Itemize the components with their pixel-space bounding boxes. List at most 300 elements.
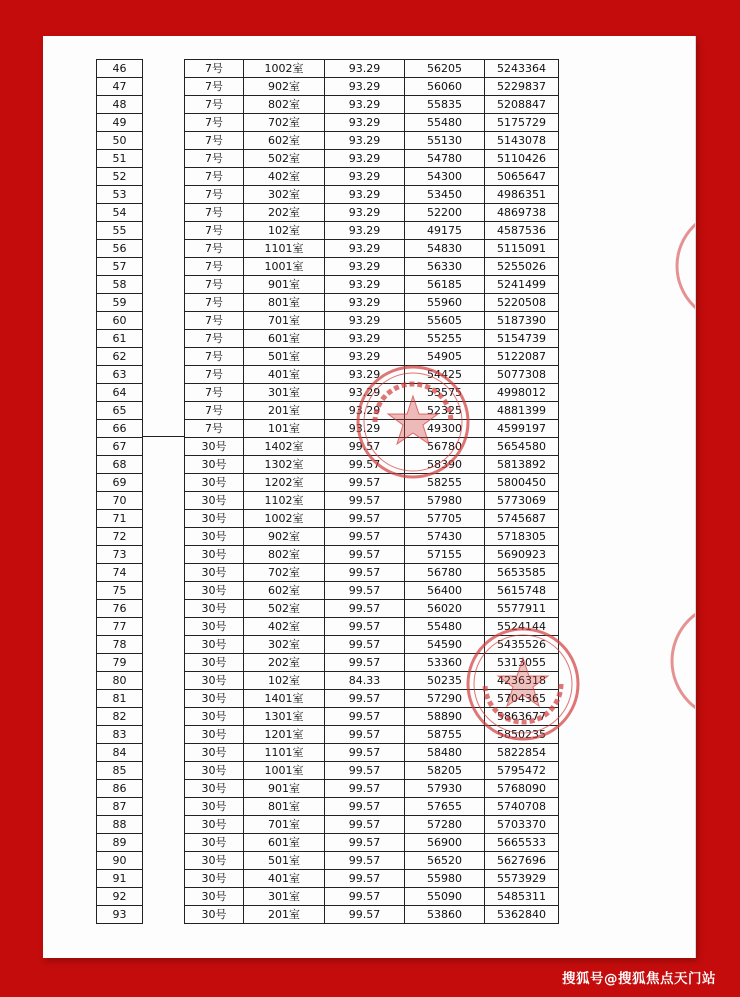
- building-cell: 7号: [185, 168, 244, 186]
- row-number-cell: 53: [97, 186, 143, 204]
- table-row: [185, 420, 559, 438]
- row-number-cell: 87: [97, 798, 143, 816]
- unit-price-cell: 54780: [405, 150, 485, 168]
- row-number-cell: 83: [97, 726, 143, 744]
- building-cell: 7号: [185, 348, 244, 366]
- row-number-cell: 86: [97, 780, 143, 798]
- building-cell: 30号: [185, 510, 244, 528]
- index-row: [97, 834, 143, 852]
- building-cell: 7号: [185, 366, 244, 384]
- area-cell: 93.29: [325, 330, 405, 348]
- page-edge: [695, 36, 696, 958]
- index-row: [97, 240, 143, 258]
- area-cell: 99.57: [325, 744, 405, 762]
- total-price-cell: 5143078: [485, 132, 559, 150]
- area-cell: 93.29: [325, 402, 405, 420]
- area-cell: 93.29: [325, 204, 405, 222]
- row-number-cell: 61: [97, 330, 143, 348]
- area-cell: 99.57: [325, 582, 405, 600]
- unit-cell: 702室: [244, 564, 325, 582]
- total-price-cell: 5768090: [485, 780, 559, 798]
- row-number-table: [96, 59, 143, 924]
- unit-cell: 602室: [244, 132, 325, 150]
- unit-price-cell: 58755: [405, 726, 485, 744]
- unit-cell: 601室: [244, 330, 325, 348]
- index-row: [97, 564, 143, 582]
- area-cell: 99.57: [325, 798, 405, 816]
- index-row: [97, 762, 143, 780]
- building-cell: 30号: [185, 852, 244, 870]
- unit-price-cell: 54830: [405, 240, 485, 258]
- building-cell: 30号: [185, 528, 244, 546]
- unit-cell: 202室: [244, 654, 325, 672]
- row-number-cell: 77: [97, 618, 143, 636]
- total-price-cell: 5615748: [485, 582, 559, 600]
- table-row: [185, 114, 559, 132]
- building-cell: 30号: [185, 618, 244, 636]
- unit-price-cell: 56520: [405, 852, 485, 870]
- building-cell: 30号: [185, 600, 244, 618]
- index-row: [97, 186, 143, 204]
- area-cell: 93.29: [325, 312, 405, 330]
- index-row: [97, 852, 143, 870]
- unit-cell: 501室: [244, 852, 325, 870]
- table-row: [185, 618, 559, 636]
- building-cell: 7号: [185, 132, 244, 150]
- unit-cell: 502室: [244, 150, 325, 168]
- total-price-cell: 5485311: [485, 888, 559, 906]
- unit-cell: 201室: [244, 402, 325, 420]
- unit-price-cell: 58390: [405, 456, 485, 474]
- unit-price-cell: 54300: [405, 168, 485, 186]
- unit-price-cell: 53450: [405, 186, 485, 204]
- unit-price-cell: 57280: [405, 816, 485, 834]
- table-row: [185, 834, 559, 852]
- table-row: [185, 528, 559, 546]
- area-cell: 99.57: [325, 780, 405, 798]
- total-price-cell: 5110426: [485, 150, 559, 168]
- unit-cell: 1001室: [244, 258, 325, 276]
- unit-cell: 601室: [244, 834, 325, 852]
- unit-cell: 102室: [244, 222, 325, 240]
- table-row: [185, 654, 559, 672]
- area-cell: 99.57: [325, 528, 405, 546]
- total-price-cell: 5627696: [485, 852, 559, 870]
- building-cell: 30号: [185, 726, 244, 744]
- area-cell: 93.29: [325, 222, 405, 240]
- index-row: [97, 258, 143, 276]
- building-cell: 7号: [185, 384, 244, 402]
- unit-cell: 1202室: [244, 474, 325, 492]
- total-price-cell: 4881399: [485, 402, 559, 420]
- unit-cell: 1101室: [244, 744, 325, 762]
- index-row: [97, 798, 143, 816]
- building-cell: 30号: [185, 834, 244, 852]
- table-row: [185, 888, 559, 906]
- unit-price-cell: 49300: [405, 420, 485, 438]
- area-cell: 93.29: [325, 114, 405, 132]
- total-price-cell: 5745687: [485, 510, 559, 528]
- index-row: [97, 438, 143, 456]
- row-number-cell: 49: [97, 114, 143, 132]
- total-price-cell: 4998012: [485, 384, 559, 402]
- unit-cell: 402室: [244, 618, 325, 636]
- area-cell: 93.29: [325, 420, 405, 438]
- building-cell: 30号: [185, 636, 244, 654]
- index-row: [97, 744, 143, 762]
- area-cell: 99.57: [325, 888, 405, 906]
- index-row: [97, 528, 143, 546]
- area-cell: 99.57: [325, 708, 405, 726]
- table-row: [185, 546, 559, 564]
- total-price-cell: 5229837: [485, 78, 559, 96]
- unit-cell: 802室: [244, 96, 325, 114]
- edge-seal-upper: [673, 206, 696, 326]
- area-cell: 93.29: [325, 258, 405, 276]
- unit-cell: 1201室: [244, 726, 325, 744]
- table-row: [185, 690, 559, 708]
- unit-cell: 602室: [244, 582, 325, 600]
- index-row: [97, 618, 143, 636]
- area-cell: 99.57: [325, 636, 405, 654]
- unit-cell: 402室: [244, 168, 325, 186]
- total-price-cell: 4236318: [485, 672, 559, 690]
- unit-price-cell: 58890: [405, 708, 485, 726]
- area-cell: 93.29: [325, 348, 405, 366]
- unit-cell: 1002室: [244, 510, 325, 528]
- row-number-cell: 93: [97, 906, 143, 924]
- unit-price-cell: 56020: [405, 600, 485, 618]
- unit-cell: 1002室: [244, 60, 325, 78]
- total-price-cell: 5573929: [485, 870, 559, 888]
- building-cell: 7号: [185, 330, 244, 348]
- area-cell: 93.29: [325, 60, 405, 78]
- index-row: [97, 474, 143, 492]
- building-cell: 7号: [185, 204, 244, 222]
- table-row: [185, 96, 559, 114]
- building-cell: 7号: [185, 150, 244, 168]
- unit-price-cell: 57930: [405, 780, 485, 798]
- index-row: [97, 906, 143, 924]
- total-price-cell: 5435526: [485, 636, 559, 654]
- row-number-cell: 91: [97, 870, 143, 888]
- area-cell: 99.57: [325, 906, 405, 924]
- area-cell: 93.29: [325, 366, 405, 384]
- table-row: [185, 294, 559, 312]
- total-price-cell: 5800450: [485, 474, 559, 492]
- area-cell: 93.29: [325, 96, 405, 114]
- table-row: [185, 258, 559, 276]
- index-row: [97, 294, 143, 312]
- area-cell: 99.57: [325, 510, 405, 528]
- unit-price-cell: 53360: [405, 654, 485, 672]
- building-cell: 7号: [185, 276, 244, 294]
- table-row: [185, 906, 559, 924]
- table-row: [185, 132, 559, 150]
- area-cell: 99.57: [325, 564, 405, 582]
- table-row: [185, 564, 559, 582]
- unit-price-cell: 57705: [405, 510, 485, 528]
- unit-price-cell: 56185: [405, 276, 485, 294]
- building-cell: 30号: [185, 888, 244, 906]
- index-row: [97, 870, 143, 888]
- total-price-cell: 5122087: [485, 348, 559, 366]
- unit-price-cell: 53860: [405, 906, 485, 924]
- table-row: [185, 636, 559, 654]
- row-number-cell: 72: [97, 528, 143, 546]
- row-number-cell: 50: [97, 132, 143, 150]
- unit-cell: 401室: [244, 870, 325, 888]
- area-cell: 99.57: [325, 456, 405, 474]
- row-number-cell: 58: [97, 276, 143, 294]
- table-row: [185, 348, 559, 366]
- index-row: [97, 582, 143, 600]
- index-row: [97, 510, 143, 528]
- unit-cell: 1101室: [244, 240, 325, 258]
- area-cell: 99.57: [325, 870, 405, 888]
- index-row: [97, 654, 143, 672]
- table-row: [185, 510, 559, 528]
- index-row: [97, 366, 143, 384]
- area-cell: 99.57: [325, 834, 405, 852]
- unit-cell: 801室: [244, 294, 325, 312]
- unit-price-cell: 54425: [405, 366, 485, 384]
- row-number-cell: 82: [97, 708, 143, 726]
- building-cell: 7号: [185, 96, 244, 114]
- row-number-cell: 92: [97, 888, 143, 906]
- separator-line: [142, 436, 184, 437]
- index-row: [97, 636, 143, 654]
- unit-price-cell: 56780: [405, 564, 485, 582]
- row-number-cell: 56: [97, 240, 143, 258]
- row-number-cell: 47: [97, 78, 143, 96]
- unit-cell: 1302室: [244, 456, 325, 474]
- total-price-cell: 5577911: [485, 600, 559, 618]
- index-row: [97, 690, 143, 708]
- table-row: [185, 708, 559, 726]
- building-cell: 30号: [185, 492, 244, 510]
- total-price-cell: 5077308: [485, 366, 559, 384]
- index-row: [97, 546, 143, 564]
- area-cell: 99.57: [325, 600, 405, 618]
- table-row: [185, 384, 559, 402]
- building-cell: 7号: [185, 420, 244, 438]
- total-price-cell: 5154739: [485, 330, 559, 348]
- unit-price-cell: 54590: [405, 636, 485, 654]
- total-price-cell: 5822854: [485, 744, 559, 762]
- index-row: [97, 492, 143, 510]
- row-number-cell: 54: [97, 204, 143, 222]
- table-row: [185, 780, 559, 798]
- unit-cell: 301室: [244, 384, 325, 402]
- index-row: [97, 204, 143, 222]
- row-number-cell: 62: [97, 348, 143, 366]
- row-number-cell: 55: [97, 222, 143, 240]
- building-cell: 30号: [185, 780, 244, 798]
- row-number-cell: 51: [97, 150, 143, 168]
- row-number-cell: 64: [97, 384, 143, 402]
- building-cell: 30号: [185, 816, 244, 834]
- unit-cell: 1301室: [244, 708, 325, 726]
- unit-price-cell: 58480: [405, 744, 485, 762]
- unit-cell: 101室: [244, 420, 325, 438]
- table-row: [185, 276, 559, 294]
- row-number-cell: 80: [97, 672, 143, 690]
- building-cell: 30号: [185, 708, 244, 726]
- index-row: [97, 708, 143, 726]
- row-number-cell: 63: [97, 366, 143, 384]
- area-cell: 99.57: [325, 816, 405, 834]
- row-number-cell: 79: [97, 654, 143, 672]
- table-row: [185, 582, 559, 600]
- building-cell: 30号: [185, 438, 244, 456]
- index-row: [97, 276, 143, 294]
- index-row: [97, 330, 143, 348]
- area-cell: 99.57: [325, 492, 405, 510]
- total-price-cell: 5187390: [485, 312, 559, 330]
- total-price-cell: 5654580: [485, 438, 559, 456]
- table-row: [185, 78, 559, 96]
- index-row: [97, 168, 143, 186]
- building-cell: 7号: [185, 78, 244, 96]
- total-price-cell: 5255026: [485, 258, 559, 276]
- row-number-cell: 48: [97, 96, 143, 114]
- unit-price-cell: 57655: [405, 798, 485, 816]
- unit-price-cell: 57290: [405, 690, 485, 708]
- building-cell: 30号: [185, 690, 244, 708]
- area-cell: 93.29: [325, 168, 405, 186]
- total-price-cell: 5065647: [485, 168, 559, 186]
- unit-cell: 1401室: [244, 690, 325, 708]
- unit-cell: 902室: [244, 78, 325, 96]
- building-cell: 7号: [185, 222, 244, 240]
- unit-price-cell: 57155: [405, 546, 485, 564]
- total-price-cell: 4986351: [485, 186, 559, 204]
- edge-seal-lower: [668, 596, 696, 726]
- row-number-cell: 78: [97, 636, 143, 654]
- unit-cell: 502室: [244, 600, 325, 618]
- table-row: [185, 762, 559, 780]
- total-price-cell: 5704365: [485, 690, 559, 708]
- table-row: [185, 474, 559, 492]
- area-cell: 93.29: [325, 294, 405, 312]
- unit-price-cell: 52200: [405, 204, 485, 222]
- unit-price-cell: 55980: [405, 870, 485, 888]
- row-number-cell: 60: [97, 312, 143, 330]
- unit-price-cell: 55255: [405, 330, 485, 348]
- index-row: [97, 456, 143, 474]
- index-row: [97, 312, 143, 330]
- table-row: [185, 870, 559, 888]
- unit-price-cell: 57430: [405, 528, 485, 546]
- index-row: [97, 150, 143, 168]
- unit-price-cell: 55480: [405, 114, 485, 132]
- unit-cell: 102室: [244, 672, 325, 690]
- row-number-cell: 73: [97, 546, 143, 564]
- total-price-cell: 4599197: [485, 420, 559, 438]
- price-table: [184, 59, 559, 924]
- row-number-cell: 76: [97, 600, 143, 618]
- area-cell: 84.33: [325, 672, 405, 690]
- building-cell: 7号: [185, 258, 244, 276]
- row-number-cell: 66: [97, 420, 143, 438]
- building-cell: 7号: [185, 60, 244, 78]
- row-number-cell: 75: [97, 582, 143, 600]
- total-price-cell: 5703370: [485, 816, 559, 834]
- unit-cell: 802室: [244, 546, 325, 564]
- area-cell: 99.57: [325, 852, 405, 870]
- total-price-cell: 5115091: [485, 240, 559, 258]
- row-number-cell: 70: [97, 492, 143, 510]
- row-number-cell: 84: [97, 744, 143, 762]
- area-cell: 99.57: [325, 546, 405, 564]
- building-cell: 7号: [185, 294, 244, 312]
- total-price-cell: 5243364: [485, 60, 559, 78]
- table-row: [185, 60, 559, 78]
- index-row: [97, 384, 143, 402]
- unit-cell: 801室: [244, 798, 325, 816]
- index-row: [97, 348, 143, 366]
- row-number-cell: 57: [97, 258, 143, 276]
- unit-price-cell: 56205: [405, 60, 485, 78]
- area-cell: 99.57: [325, 438, 405, 456]
- building-cell: 30号: [185, 654, 244, 672]
- index-row: [97, 888, 143, 906]
- unit-cell: 202室: [244, 204, 325, 222]
- total-price-cell: 5175729: [485, 114, 559, 132]
- total-price-cell: 5241499: [485, 276, 559, 294]
- table-row: [185, 366, 559, 384]
- unit-price-cell: 57980: [405, 492, 485, 510]
- table-row: [185, 402, 559, 420]
- table-row: [185, 852, 559, 870]
- area-cell: 93.29: [325, 276, 405, 294]
- total-price-cell: 5665533: [485, 834, 559, 852]
- area-cell: 99.57: [325, 474, 405, 492]
- source-watermark: 搜狐号@搜狐焦点天门站: [562, 971, 716, 987]
- area-cell: 99.57: [325, 726, 405, 744]
- table-row: [185, 456, 559, 474]
- unit-price-cell: 53575: [405, 384, 485, 402]
- row-number-cell: 65: [97, 402, 143, 420]
- unit-price-cell: 55960: [405, 294, 485, 312]
- building-cell: 30号: [185, 672, 244, 690]
- index-row: [97, 60, 143, 78]
- building-cell: 30号: [185, 906, 244, 924]
- building-cell: 30号: [185, 564, 244, 582]
- row-number-cell: 85: [97, 762, 143, 780]
- total-price-cell: 5740708: [485, 798, 559, 816]
- index-row: [97, 132, 143, 150]
- building-cell: 30号: [185, 582, 244, 600]
- total-price-cell: 5208847: [485, 96, 559, 114]
- unit-cell: 401室: [244, 366, 325, 384]
- row-number-cell: 90: [97, 852, 143, 870]
- area-cell: 99.57: [325, 762, 405, 780]
- total-price-cell: 5524144: [485, 618, 559, 636]
- table-row: [185, 672, 559, 690]
- table-row: [185, 168, 559, 186]
- table-row: [185, 726, 559, 744]
- unit-price-cell: 58255: [405, 474, 485, 492]
- row-number-cell: 46: [97, 60, 143, 78]
- table-row: [185, 204, 559, 222]
- index-row: [97, 672, 143, 690]
- table-row: [185, 798, 559, 816]
- table-row: [185, 312, 559, 330]
- table-row: [185, 186, 559, 204]
- total-price-cell: 5773069: [485, 492, 559, 510]
